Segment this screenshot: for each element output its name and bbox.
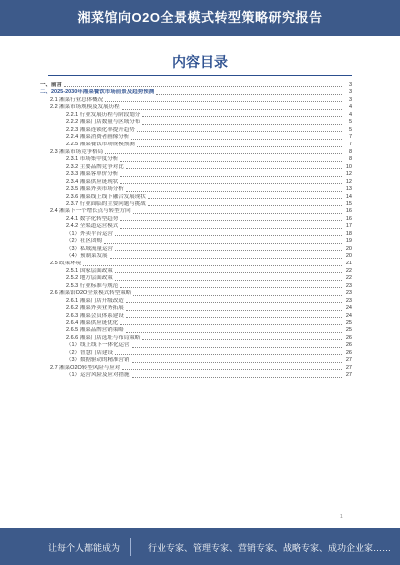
toc-entry[interactable]	[40, 342, 352, 349]
toc-page-number: 10	[345, 163, 352, 170]
toc-entry-text: 2.2.5 湘菜餐饮市场规模预测	[66, 141, 135, 148]
toc-entry[interactable]	[40, 89, 352, 96]
toc-entry[interactable]	[40, 372, 352, 379]
toc-entry-text: 2.6 湘菜馆O2O全景模式转型策略	[50, 290, 132, 297]
toc-entry-text: （1）线上线下一体化运营	[66, 342, 130, 349]
toc-entry-text: 2.6.4 湘菜供应链优化	[66, 320, 119, 326]
toc-entry-text: 2.3 湘菜市场竞争格局	[50, 148, 104, 155]
toc-leader-dots	[142, 124, 342, 125]
toc-entry[interactable]	[40, 365, 352, 372]
toc-page-number: 22	[345, 267, 352, 274]
toc-entry[interactable]	[40, 320, 352, 327]
toc-entry-text: （3）私域流量运营	[66, 245, 114, 252]
toc-entry[interactable]	[40, 305, 352, 312]
toc-entry[interactable]	[40, 142, 352, 149]
toc-entry-text: 2.2.1 行业发展历程与阶段划分	[66, 111, 141, 118]
toc-page-number: 21	[345, 260, 352, 267]
toc-page-number: 5	[348, 126, 352, 133]
title-divider	[48, 75, 352, 76]
toc-leader-dots	[126, 168, 342, 169]
toc-entry[interactable]	[40, 127, 352, 134]
toc-page-number: 17	[345, 223, 352, 230]
toc-entry[interactable]	[40, 119, 352, 126]
toc-entry-text: 2.4.2 全渠道运营模式	[66, 223, 119, 230]
toc-leader-dots	[120, 176, 342, 177]
toc-entry[interactable]	[40, 156, 352, 163]
toc-page-number: 26	[345, 349, 352, 356]
toc-title: 内容目录	[172, 54, 228, 70]
toc-entry-text: （1）运营风险及应对措施	[66, 372, 130, 379]
toc-leader-dots	[142, 116, 342, 117]
toc-entry-text: 2.3.7 行业面临的主要问题与挑战	[66, 201, 146, 207]
toc-page-number: 3	[348, 96, 352, 103]
toc-page-number: 3	[348, 82, 352, 88]
footer-banner	[0, 528, 400, 565]
toc-page-number: 26	[345, 334, 352, 341]
toc-page-number: 23	[345, 297, 352, 304]
toc-entry-text: 2.3.2 主要品牌竞争对比	[66, 163, 124, 170]
toc-entry[interactable]	[40, 298, 352, 305]
toc-page-number: 23	[345, 282, 352, 289]
toc-page-number: 27	[345, 364, 352, 371]
toc-entry-text: 2.5 政策环境	[50, 260, 82, 267]
toc-leader-dots	[122, 369, 342, 370]
toc-entry[interactable]	[40, 223, 352, 230]
toc-page-number: 14	[345, 193, 352, 200]
toc-entry-text: 2.3.6 湘菜线上线下融合发展现状	[66, 193, 146, 200]
toc-leader-dots	[120, 324, 342, 325]
toc-entry-text: 2.6.2 湘菜外卖业务拓展	[66, 305, 124, 312]
header-banner	[0, 0, 400, 36]
toc-leader-dots	[133, 213, 342, 214]
toc-entry[interactable]	[40, 149, 352, 156]
toc-page-number: 8	[348, 148, 352, 155]
toc-page-number: 7	[348, 141, 352, 148]
toc-leader-dots	[120, 287, 342, 288]
toc-leader-dots	[110, 258, 342, 259]
footer-divider	[130, 538, 131, 556]
toc-entry-text: 2.6.1 湘菜门店升级改造	[66, 297, 124, 304]
table-of-contents	[40, 82, 352, 380]
toc-leader-dots	[148, 198, 342, 199]
report-title: 湘菜馆向O2O全景模式转型策略研究报告	[77, 10, 323, 25]
toc-page-number: 13	[345, 186, 352, 193]
toc-leader-dots	[83, 265, 342, 266]
page-number: 1	[340, 514, 343, 520]
toc-entry[interactable]	[40, 231, 352, 238]
toc-entry-text: 二、2025-2030年湘菜餐饮市场前景及趋势预测	[40, 89, 155, 96]
toc-page-number: 26	[345, 342, 352, 349]
toc-page-number: 12	[345, 178, 352, 185]
toc-leader-dots	[137, 131, 342, 132]
toc-entry[interactable]	[40, 357, 352, 364]
toc-leader-dots	[132, 377, 342, 378]
toc-page-number: 25	[345, 327, 352, 334]
toc-entry-text: 2.5.1 国家层面政策	[66, 267, 113, 274]
toc-leader-dots	[115, 280, 342, 281]
toc-leader-dots	[105, 153, 342, 154]
toc-entry-text: 2.2.2 湘菜门店数量与区域分布	[66, 119, 141, 126]
toc-entry[interactable]	[40, 275, 352, 282]
toc-page-number: 8	[348, 156, 352, 163]
toc-entry[interactable]	[40, 134, 352, 141]
toc-entry-text: （1）外卖平台运营	[66, 230, 114, 237]
toc-leader-dots	[115, 354, 342, 355]
toc-entry[interactable]	[40, 179, 352, 186]
toc-leader-dots	[120, 220, 342, 221]
toc-leader-dots	[133, 295, 342, 296]
toc-page-number: 7	[348, 134, 352, 141]
toc-leader-dots	[156, 94, 342, 95]
toc-entry-text: 2.3.4 湘菜供应链现状	[66, 178, 119, 185]
toc-entry-text: 2.6.3 湘菜会员体系建设	[66, 312, 124, 319]
toc-entry[interactable]	[40, 82, 352, 89]
toc-entry[interactable]	[40, 164, 352, 171]
toc-entry[interactable]	[40, 208, 352, 215]
toc-entry[interactable]	[40, 216, 352, 223]
toc-leader-dots	[115, 250, 342, 251]
toc-leader-dots	[105, 101, 342, 102]
toc-leader-dots	[126, 191, 342, 192]
toc-page-number: 20	[345, 253, 352, 260]
toc-entry-text: 2.2 湘菜市场规模及发展历程	[50, 104, 120, 111]
toc-entry[interactable]	[40, 171, 352, 178]
toc-entry-text: 2.6.6 湘菜门店选址与布局策略	[66, 334, 141, 341]
toc-leader-dots	[120, 183, 342, 184]
toc-entry-text: 一、前言	[40, 82, 63, 88]
toc-page-number: 24	[345, 312, 352, 319]
toc-page-number: 3	[348, 89, 352, 96]
toc-entry-text: 2.4.1 数字化转型趋势	[66, 215, 119, 222]
toc-page-number: 23	[345, 290, 352, 297]
toc-entry-text: （4）预制菜发展	[66, 253, 108, 260]
toc-page-number: 19	[345, 238, 352, 245]
toc-leader-dots	[132, 347, 342, 348]
toc-leader-dots	[148, 205, 342, 206]
toc-page-number: 22	[345, 275, 352, 282]
toc-entry[interactable]	[40, 350, 352, 357]
toc-entry-text: 2.2.4 湘菜消费者画像分析	[66, 134, 130, 141]
toc-entry[interactable]	[40, 268, 352, 275]
toc-entry[interactable]	[40, 194, 352, 201]
toc-leader-dots	[132, 362, 342, 363]
toc-entry-text: 2.2.3 湘菜连锁化率提升趋势	[66, 126, 135, 133]
toc-page-number: 18	[345, 230, 352, 237]
toc-entry-text: 2.5.2 地方层面政策	[66, 275, 113, 282]
toc-page-number: 12	[345, 171, 352, 178]
toc-entry-text: （2）社区团购	[66, 238, 103, 245]
toc-entry[interactable]	[40, 246, 352, 253]
toc-leader-dots	[126, 302, 342, 303]
toc-leader-dots	[126, 332, 342, 333]
toc-entry-text: 2.5.3 行业标准与规范	[66, 282, 119, 289]
toc-entry[interactable]	[40, 112, 352, 119]
toc-leader-dots	[131, 139, 342, 140]
toc-entry[interactable]	[40, 186, 352, 193]
toc-entry[interactable]	[40, 290, 352, 297]
toc-entry-text: 2.1 湘菜行业总体概况	[50, 96, 104, 103]
toc-entry[interactable]	[40, 335, 352, 342]
toc-entry-text: （3）数据驱动的精准营销	[66, 357, 130, 364]
toc-entry[interactable]	[40, 201, 352, 208]
toc-leader-dots	[137, 146, 342, 147]
toc-leader-dots	[120, 228, 342, 229]
toc-leader-dots	[115, 272, 342, 273]
toc-page-number: 16	[345, 215, 352, 222]
toc-entry[interactable]	[40, 253, 352, 260]
toc-leader-dots	[142, 339, 342, 340]
toc-entry[interactable]	[40, 283, 352, 290]
toc-page-number: 4	[348, 104, 352, 111]
toc-leader-dots	[104, 243, 342, 244]
footer-tagline: 行业专家、管理专家、营销专家、战略专家、成功企业家……	[148, 543, 392, 553]
toc-entry[interactable]	[40, 261, 352, 268]
toc-page-number: 27	[345, 372, 352, 379]
toc-entry-text: （2）智慧门店建设	[66, 349, 114, 356]
toc-entry[interactable]	[40, 238, 352, 245]
toc-leader-dots	[122, 109, 342, 110]
toc-entry-text: 2.6.5 湘菜品牌营销策略	[66, 327, 124, 334]
toc-entry[interactable]	[40, 97, 352, 104]
toc-entry[interactable]	[40, 104, 352, 111]
toc-leader-dots	[120, 161, 342, 162]
toc-page-number: 4	[348, 111, 352, 118]
toc-page-number: 16	[345, 208, 352, 215]
toc-entry-text: 2.4 湘菜下一个增长点与转型方向	[50, 208, 131, 215]
footer-slogan: 让每个人都能成为	[48, 543, 121, 553]
toc-leader-dots	[64, 86, 342, 87]
toc-page-number: 15	[345, 201, 352, 207]
toc-entry-text: 2.3.1 市场集中度分析	[66, 156, 119, 163]
toc-entry-text: 2.3.5 湘菜外卖市场分析	[66, 186, 124, 193]
toc-leader-dots	[126, 310, 342, 311]
toc-entry-text: 2.3.3 湘菜客单价分析	[66, 171, 119, 178]
toc-page-number: 27	[345, 357, 352, 364]
toc-page-number: 25	[345, 320, 352, 326]
toc-page-number: 20	[345, 245, 352, 252]
toc-leader-dots	[126, 317, 342, 318]
toc-leader-dots	[115, 235, 342, 236]
toc-entry[interactable]	[40, 327, 352, 334]
toc-page-number: 24	[345, 305, 352, 312]
toc-entry-text: 2.7 湘菜O2O转型风险与应对	[50, 364, 121, 371]
toc-entry[interactable]	[40, 313, 352, 320]
toc-page-number: 5	[348, 119, 352, 126]
